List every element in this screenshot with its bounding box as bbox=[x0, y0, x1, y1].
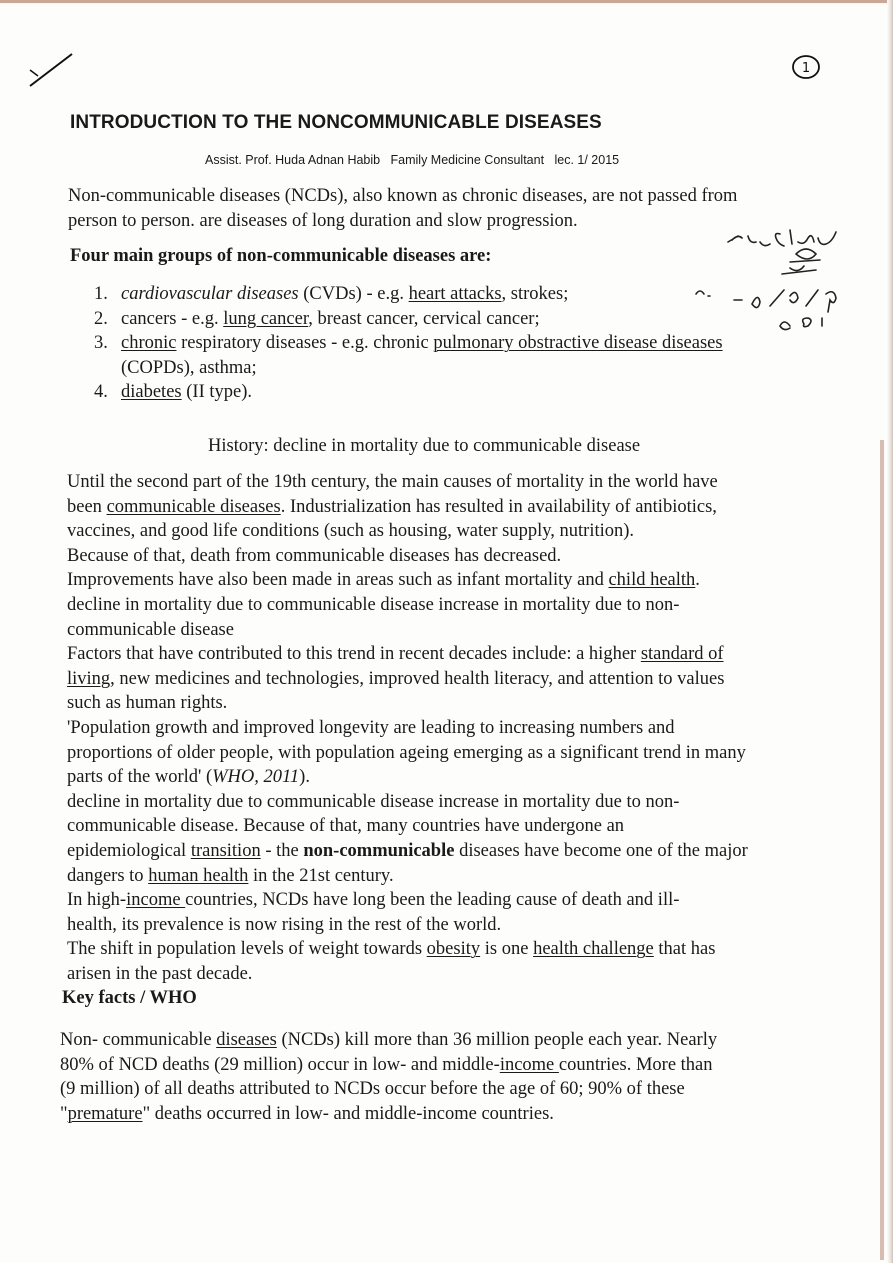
document-title: INTRODUCTION TO THE NONCOMMUNICABLE DISEASES bbox=[70, 112, 602, 133]
scan-top-edge bbox=[0, 0, 893, 3]
list-item: 3. chronic respiratory diseases - e.g. chronic pulmonary obstractive disease diseases (COPDs), asthma; bbox=[94, 333, 723, 378]
list-item: 1. cardiovascular diseases (CVDs) - e.g. heart attacks, strokes; bbox=[94, 284, 569, 304]
history-heading: History: decline in mortality due to communicable disease bbox=[208, 436, 641, 456]
scan-right-shadow bbox=[880, 440, 884, 1260]
pen-mark-icon bbox=[26, 50, 76, 90]
intro-paragraph: Non-communicable diseases (NCDs), also known as chronic diseases, are not passed from person to person. are diseases of long duration and slow progression. bbox=[68, 186, 738, 231]
scan-right-edge bbox=[887, 0, 893, 1263]
history-body: Until the second part of the 19th century, the main causes of mortality in the world have been communicable diseases. Industrialization has resulted in availability of antibiotics, vaccines, and good life conditions (such as housing, water supply, nutrition). Because of that, death from communicable diseases has decreased. Improvements have also been made in areas such as infant mortality and child health. decline in mortality due to communicable disease increase in mortality due to non- communicable disease Factors that have contributed to this trend in recent decades include: a higher standard of living, new medicines and technologies, improved health literacy, and attention to values such as human rights. 'Population growth and improved longevity are leading to increasing numbers and proportions of older people, with population ageing emerging as a significant trend in many parts of the world' (WHO, 2011). decline in mortality due to communicable disease increase in mortality due to non- communicable disease. Because of that, many countries have undergone an epidemiological transition - the non-communicable diseases have become one of the major dangers to human health in the 21st century. In high-income countries, NCDs have long been the leading cause of death and ill- health, its prevalence is now rising in the rest of the world. The shift in population levels of weight towards obesity is one health challenge that has arisen in the past decade. bbox=[67, 472, 748, 984]
author-byline: Assist. Prof. Huda Adnan Habib Family Medicine Consultant lec. 1/ 2015 bbox=[205, 153, 620, 167]
key-facts-body: Non- communicable diseases (NCDs) kill more than 36 million people each year. Nearly 80% of NCD deaths (29 million) occur in low- and middle-income countries. More than (9 million) of all deaths attributed to NCDs occur before the age of 60; 90% of these "premature" deaths occurred in low- and middle-income countries. bbox=[60, 1030, 718, 1124]
groups-heading: Four main groups of non-communicable diseases are: bbox=[70, 246, 492, 266]
list-item: 2. cancers - e.g. lung cancer, breast cancer, cervical cancer; bbox=[94, 308, 540, 329]
list-item: 4. diabetes (II type). bbox=[94, 382, 252, 403]
key-facts-heading: Key facts / WHO bbox=[62, 988, 197, 1008]
page-number: 1 bbox=[801, 61, 811, 76]
page-number-circle bbox=[790, 52, 822, 82]
ncd-groups-list bbox=[94, 282, 723, 405]
